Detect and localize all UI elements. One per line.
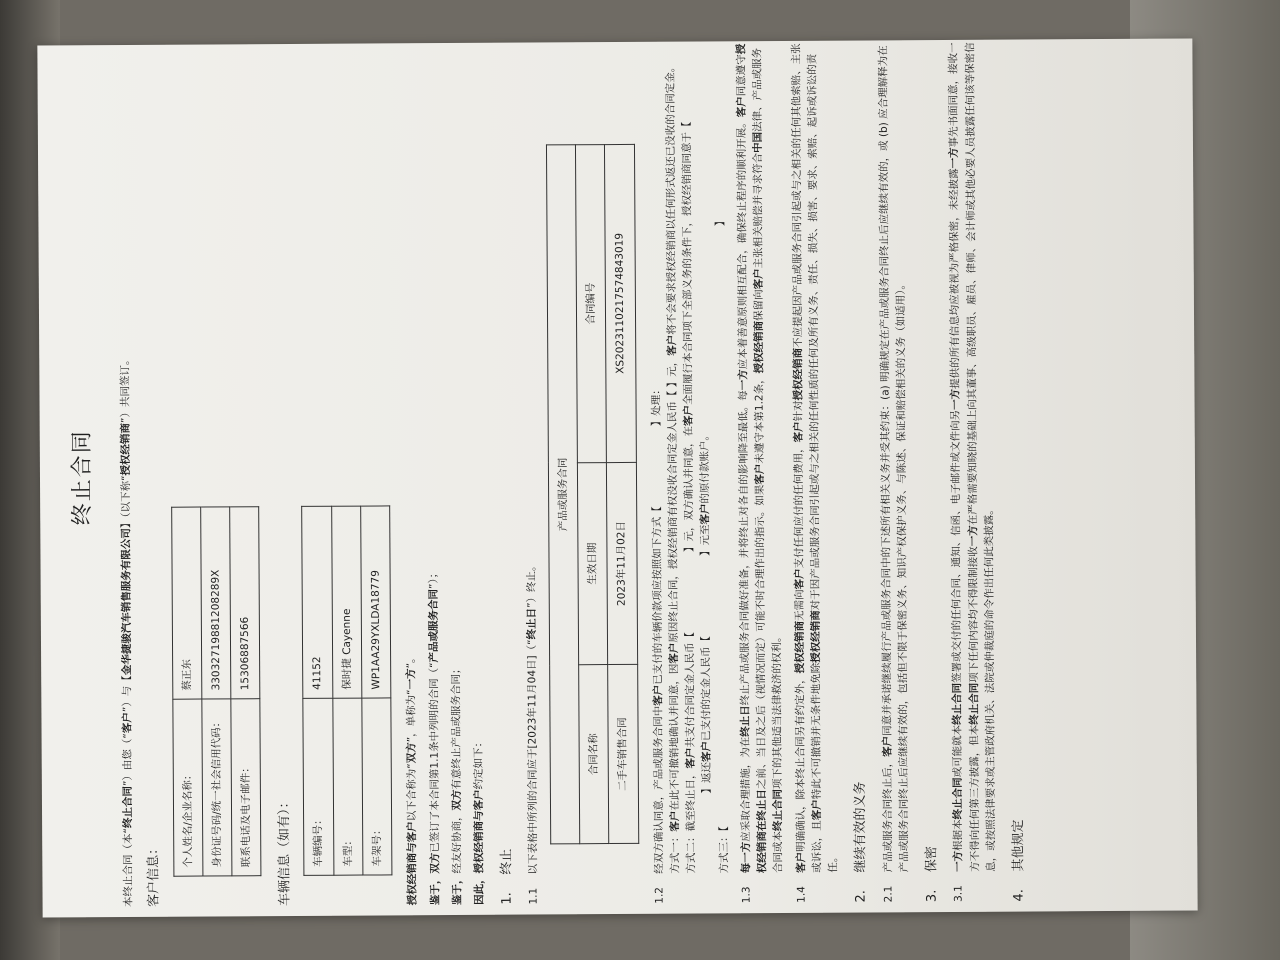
intro-company: 金华捷骏汽车销售服务有限公司 (120, 528, 134, 676)
whereas-paragraph-2 (444, 45, 466, 905)
term-customer: 客户 (667, 642, 680, 664)
text: 已签订了本合同第1.1条中列明的合同（“ (427, 662, 441, 853)
term-customer: 客户 (792, 421, 805, 443)
text: 签署或交付的任何合同、通知、信函、电子邮件或文件向另 (949, 409, 964, 683)
term-one-party: 一方 (740, 841, 753, 863)
intro-paragraph (115, 47, 137, 907)
term-customer: 客户 (700, 740, 714, 762)
term-customer: 客户 (668, 810, 681, 832)
clause-1-1 (521, 44, 543, 904)
text: 保留向 (752, 289, 766, 321)
text: 未遵守本第1.2条， (753, 373, 767, 464)
section-1-heading (493, 45, 518, 905)
table-row (200, 507, 232, 876)
term-one-party: 一方 (949, 388, 962, 410)
customer-id-label: 身份证号码/统一社会信用代码： (202, 699, 232, 876)
section-title: 继续有效的义务 (853, 781, 869, 873)
term-customer: 客户 (406, 821, 419, 843)
clause-text (521, 44, 542, 874)
clause-2-1 (875, 42, 913, 902)
text: 原因终止合同，授权经销商有权没收合同定金人民币【 】元， (666, 355, 680, 643)
text: 特此不可撤销并无条件地免除 (810, 662, 823, 800)
text: ”。 (405, 652, 418, 669)
term-dealer: 授权经销商 (753, 320, 766, 374)
clause-3-1 (946, 42, 1000, 902)
text: 在 (756, 820, 769, 832)
clause-1-4 (788, 43, 842, 903)
term-one-party: 一方 (948, 147, 961, 169)
term-customer: 客户 (881, 735, 894, 757)
term-contract: 终止合同 (951, 682, 964, 725)
whereas-label: 鉴于， (428, 873, 442, 906)
text: 的原付款账户。 (699, 429, 712, 504)
term-one-party: 一方 (405, 668, 418, 690)
section-number: 4. (1011, 889, 1027, 902)
paper-sheet (37, 38, 1197, 917)
text: 同意遵守 (735, 54, 748, 97)
text: 主张相关赔偿并寻求符合 (752, 152, 765, 269)
intro-text: ”）由您（“ (121, 733, 134, 787)
table-row (605, 144, 639, 843)
text: 或可能就本 (951, 724, 965, 778)
contract-name-cell: 二手车销售合同 (608, 665, 638, 844)
intro-term-customer: 客户 (121, 712, 134, 734)
vehicle-model-label: 车型： (333, 698, 363, 875)
text: 法律、产品或服务合同或本 (751, 47, 785, 874)
text: 事先书面同意，接收一方不得向任何第三方披露，但本 (947, 42, 981, 872)
term-dealer: 授权经销商 (735, 43, 769, 874)
clause-number: 1.2 (652, 887, 666, 904)
text: 产品或服务合同终止后， (881, 756, 894, 873)
vehicle-number-label: 车辆编号： (303, 698, 333, 875)
clause-number: 1.1 (527, 887, 541, 905)
method-label: 方式三：【 (717, 826, 730, 874)
table-row (302, 506, 334, 875)
clause-text (946, 42, 1000, 872)
customer-name-label: 个人姓名/企业名称： (172, 699, 202, 876)
table-row (331, 506, 363, 875)
text: 支付任何应付的任何费用， (792, 442, 806, 569)
text: 每 (740, 862, 753, 874)
clause-1-3 (733, 43, 787, 903)
text: 终止产品或服务合同做好准备，并将终止对各自的影响降至最低。每 (737, 390, 752, 706)
column-header: 合同编号 (575, 145, 606, 463)
text: 提供的所有信息均应被视为严格保密，未经披露 (948, 168, 962, 389)
term-customer: 客户 (472, 789, 486, 811)
term-both-parties: 双方 (405, 742, 418, 764)
term-contract: 终止合同 (772, 788, 785, 832)
intro-text: ”）共同签订。 (119, 354, 132, 424)
intro-term-contract: 终止合同 (121, 786, 135, 829)
table-caption: 产品或服务合同 (546, 145, 580, 844)
text: 以下表格中所列的合同应于[2023年11月04日]（“ (526, 639, 540, 875)
term-dealer: 授权经销商 (473, 820, 486, 874)
term-one-party: 一方 (952, 850, 965, 872)
term-termination-date: 终止日 (739, 705, 752, 737)
customer-info-table (171, 506, 262, 877)
column-header: 合同名称 (579, 665, 609, 844)
clause-text (733, 43, 787, 873)
text: 无需向 (793, 589, 806, 621)
text: 】元，双方确认并同意，在 (682, 426, 696, 553)
clause-number: 1.4 (795, 886, 808, 903)
vehicle-number-value: 41152 (302, 506, 332, 698)
vehicle-model-value: 保时捷 Cayenne (331, 506, 361, 698)
section-4-heading (1004, 42, 1029, 902)
table-row (230, 507, 262, 876)
term-customer: 客户 (810, 799, 823, 821)
customer-info-label: 客户信息： (146, 841, 162, 907)
vin-label: 车架号： (362, 698, 392, 875)
section-number: 1. (499, 892, 515, 905)
column-header: 生效日期 (577, 462, 608, 665)
customer-name-value: 蔡正东 (171, 507, 201, 699)
table-row (171, 507, 203, 876)
therefore-label: 因此， (473, 873, 486, 905)
text: 以下合称为“ (405, 763, 419, 822)
text: 不应提起因产品或服务合同引起或与之相关的任何其他索赔、主张或诉讼，且 (789, 43, 824, 873)
text: 】处理： (649, 384, 663, 427)
blank-field (723, 226, 727, 826)
text: 共支付合同定金人民币【 (683, 632, 697, 748)
term-china: 中国 (751, 131, 765, 153)
section-title: 保密 (924, 846, 940, 873)
text: 】 (713, 215, 727, 227)
document-title: 终止合同 (69, 429, 96, 526)
therefore-paragraph (466, 45, 488, 905)
connector: 与 (406, 842, 419, 853)
term-one-party: 一方 (737, 369, 750, 391)
text: 有意终止产品或服务合同； (449, 663, 463, 790)
text: 经双方确认同意，产品或服务合同中 (651, 705, 665, 874)
effective-date-cell: 2023年11月02日 (607, 462, 638, 665)
vehicle-info-table (302, 505, 393, 876)
text: 对于因产品或服务合同引起或与之相关的任何性质的任何及所有义务、责任、损失、损害、要求、索赔、起诉或诉讼的责任。 (806, 53, 840, 873)
vin-value: WP1AA29YXLDA18779 (361, 506, 391, 698)
clause-1-2 (646, 43, 733, 903)
text: 经友好协商， (450, 810, 464, 874)
term-contract: 终止合同 (967, 682, 981, 725)
connector: 与 (473, 810, 486, 821)
vehicle-info-label: 车辆信息（如有）： (277, 795, 293, 907)
clause-text (646, 43, 732, 873)
term-dealer: 授权经销商 (406, 852, 419, 906)
text: 已支付的定金人民币【 (700, 635, 713, 741)
whereas-label: 鉴于， (451, 873, 464, 906)
contract-number-cell: XS2023110217574843019 (605, 144, 636, 462)
term-both-parties: 双方 (450, 789, 463, 811)
text: 明确确认，除本终止合同另有约定外， (793, 673, 807, 852)
text: 在严格需要知晓的基础上向其董事、高级职员、雇员、律师、会计师或其他必要人员披露任何该等保密信息，或按照法律要求或主管政府机关、法院或仲裁庭的命令作出任何此类披露。 (963, 42, 998, 872)
intro-text: ”）与【 (121, 675, 134, 713)
term-both-parties: 双方 (428, 852, 441, 874)
text: 项下的其他适当法律救济的权利。 (771, 631, 785, 790)
text: ”）； (427, 567, 440, 590)
term-customer: 客户 (735, 96, 748, 118)
section-number: 2. (853, 890, 870, 903)
text: 已支付的车辆价款项应按照如下方式【 (650, 506, 664, 685)
term-termination-date: 终止日 (526, 607, 539, 640)
text: 将不会要求授权经销商以任何形式返还已没收的合同定金。 (664, 61, 678, 335)
product-contract-table (546, 144, 639, 845)
term-termination-date: 终止日 (755, 789, 769, 821)
clause-number: 1.3 (740, 886, 753, 904)
term-customer: 客户 (684, 747, 697, 769)
term-customer: 客户 (682, 405, 695, 427)
text: 根据本 (952, 819, 965, 851)
text: 约定如下： (472, 736, 485, 790)
clause-text (788, 43, 842, 873)
clause-number: 2.1 (882, 885, 895, 903)
customer-contact-value: 15306887566 (230, 507, 260, 699)
text: 之前、当日及之后（视情况而定）可能不时合理作出的指示。如果 (754, 484, 768, 790)
section-title: 其他规定 (1011, 819, 1027, 872)
method-label: 方式一： (668, 831, 682, 874)
term-one-party: 一方 (966, 525, 979, 547)
clause-text (875, 42, 913, 872)
intro-term-dealer: 授权经销商 (119, 422, 133, 476)
clause-number: 3.1 (952, 885, 965, 902)
text: 项下任何内容均不得限制接收 (966, 546, 980, 683)
text: 在此不可撤销地确认并同意，因 (667, 663, 681, 811)
method-label: 方式二：截至终止日， (684, 768, 698, 874)
section-2-heading (847, 42, 872, 902)
table-row (546, 145, 580, 844)
text: 全面履行本合同项下全部义务的条件下，授权经销商同意于【 (680, 121, 695, 406)
term-customer: 客户 (752, 268, 765, 290)
text: ”）终止。 (525, 560, 539, 608)
section-number: 3. (924, 889, 940, 903)
termination-contract-document (51, 41, 1176, 908)
text: 应采取合理措施，为在 (739, 736, 753, 842)
parties-paragraph (400, 45, 422, 905)
whereas-paragraph-1 (422, 45, 444, 905)
table-header-row (575, 145, 609, 844)
term-dealer: 授权经销商 (793, 620, 806, 674)
customer-contact-label: 联系电话及电子邮件： (231, 699, 261, 876)
term-customer: 客户 (754, 463, 767, 485)
term-customer: 客户 (665, 334, 679, 356)
customer-id-value: 33032719881208289X (200, 507, 230, 699)
term-dealer: 授权经销商 (791, 347, 805, 401)
text: 同意并承诺继续履行产品或服务合同中的下述所有相关义务并受其约束：(a) 明确规定在产品或服务合同终止后应继续有效的，或 (b) 应合理解释为在产品或服务合同终止后应继续有效的，包括但不限于保密义务、知识产权保护义务、与陈述、保证和赔偿相关的义务（如适用）。 (876, 45, 911, 873)
term-customer: 客户 (794, 851, 808, 873)
term-customer: 客户 (651, 684, 664, 706)
intro-text: 】（以下称“ (120, 475, 133, 529)
term-customer: 客户 (793, 568, 806, 590)
text: 针对 (792, 400, 805, 422)
section-3-heading (917, 42, 942, 902)
term-product-contract: 产品或服务合同 (427, 588, 440, 663)
table-row (361, 506, 393, 875)
section-title: 终止 (499, 848, 515, 875)
intro-text: 本终止合同（本“ (122, 828, 135, 908)
term-dealer: 授权经销商 (809, 610, 823, 663)
term-contract: 终止合同 (952, 777, 965, 820)
text: 】元至 (699, 524, 712, 556)
text: 应本着善意原则相互配合，确保终止程序的顺利开展。 (735, 117, 750, 370)
text: ”，单称为“ (405, 689, 418, 743)
text: 】返还 (701, 761, 714, 794)
term-customer: 客户 (699, 503, 712, 525)
